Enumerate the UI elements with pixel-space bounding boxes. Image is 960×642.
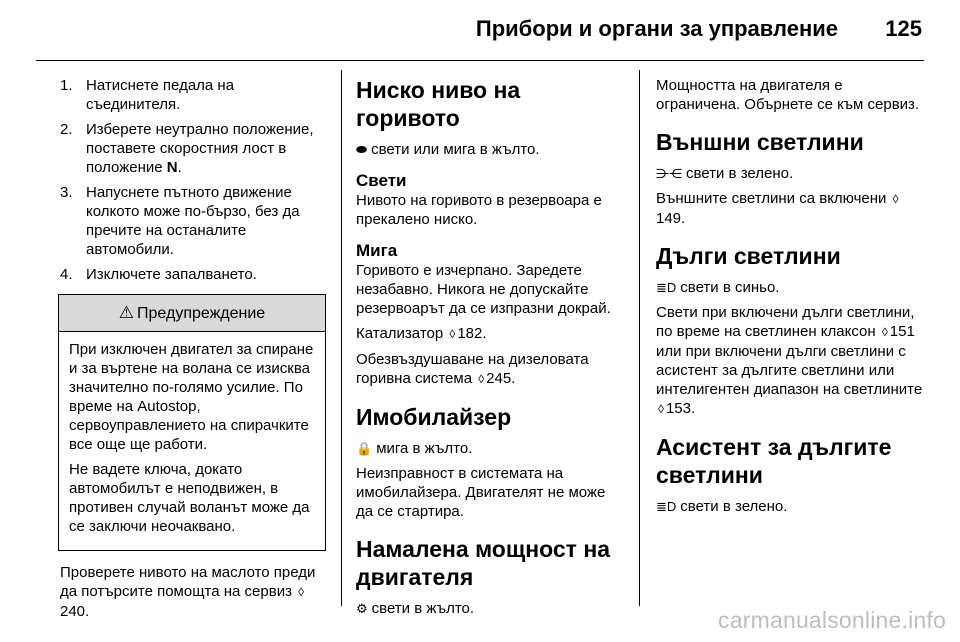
oil-check-paragraph <box>60 563 326 621</box>
page-reference-icon: ◊ <box>478 372 485 386</box>
high-beam-icon: ≣D <box>656 280 677 295</box>
section-title-high-beam-assist: Асистент за дългите светлини <box>656 434 892 488</box>
header-divider <box>36 60 924 61</box>
section-title-exterior-lights: Външни светлини <box>656 129 864 155</box>
step-number: 1. <box>60 77 73 94</box>
page-reference: 245. <box>486 370 516 387</box>
warning-title: Предупреждение <box>137 305 266 322</box>
warning-paragraph: При изключен двигател за спиране и за въртене на волана се изисква значително по-голямо усилие. По време на Autostop, сервоуправлението на спирачките все още ще работи. <box>69 341 314 453</box>
symbol-description: свети в синьо. <box>680 279 780 296</box>
column-divider-1 <box>341 70 342 606</box>
page-reference: 153. <box>665 400 696 417</box>
symbol-description: мига в жълто. <box>376 440 473 457</box>
high-beam-assist-icon: ≣D <box>656 499 677 514</box>
step-number: 2. <box>60 121 73 138</box>
step-item <box>60 76 326 114</box>
column-right <box>656 76 924 522</box>
symbol-description: свети в зелено. <box>686 165 794 182</box>
section-title-immobiliser: Имобилайзер <box>356 404 512 430</box>
fuel-indicator-icon: ⬬ <box>356 142 368 157</box>
step-text-part: Изберете неутрално положение, поставете скоростния лост в положение <box>86 121 314 176</box>
subheading-lit: Свети <box>356 171 407 190</box>
exterior-lights-paragraph <box>656 189 924 228</box>
assist-symbol-line <box>656 497 924 516</box>
page-reference: 149. <box>656 210 686 227</box>
deaeration-reference <box>356 350 626 389</box>
page-reference-icon: ◊ <box>881 325 888 339</box>
neutral-gear-symbol: N <box>166 159 178 176</box>
section-title-high-beam: Дълги светлини <box>656 243 841 269</box>
page-reference: 182. <box>457 325 487 342</box>
paragraph: Нивото на горивото в резервоара е прекалено ниско. <box>356 192 602 228</box>
immobiliser-symbol-line <box>356 439 626 458</box>
step-text: Натиснете педала на съединителя. <box>86 77 235 113</box>
column-middle <box>356 76 626 624</box>
column-divider-2 <box>639 70 640 606</box>
section-title-fuel: Ниско ниво на горивото <box>356 77 521 131</box>
step-text <box>86 120 326 177</box>
paragraph-text: Външните светлини са включени <box>656 190 887 207</box>
paragraph-text: Свети при включени дълги светлини, по време на светлинен клаксон <box>656 304 915 340</box>
high-beam-paragraph <box>656 303 924 419</box>
step-number: 3. <box>60 184 73 201</box>
subheading-blink: Мига <box>356 241 398 260</box>
step-text: Изключете запалването. <box>86 266 257 283</box>
page-reference-icon: ◊ <box>298 585 305 599</box>
warning-paragraph: Не вадете ключа, докато автомобилът е неподвижен, в противен случай воланът може да се заключи неочаквано. <box>69 461 310 535</box>
column-left <box>60 76 326 627</box>
step-number: 4. <box>60 266 73 283</box>
paragraph-text: Обезвъздушаване на дизеловата горивна система <box>356 351 589 387</box>
paragraph-text: Катализатор <box>356 325 444 342</box>
page-reference: 151 <box>889 323 915 340</box>
page-reference-icon: ◊ <box>449 327 456 341</box>
paragraph: Мощността на двигателя е ограничена. Обърнете се към сервиз. <box>656 77 920 113</box>
page-reference-icon: ◊ <box>658 402 664 416</box>
immobiliser-icon: 🔒 <box>356 441 373 456</box>
exterior-lights-icon: ⋺⋲ <box>656 166 682 181</box>
warning-body <box>59 332 325 550</box>
paragraph-text: или при включени дълги светлини с асистент за дългите светлини или интелигентен диапазон на светлините <box>656 343 923 398</box>
section-title-reduced-power: Намалена мощност на двигателя <box>356 536 611 590</box>
step-text: Напуснете пътното движение колкото може по-бързо, без да пречите на останалите автомобили. <box>86 184 300 258</box>
high-beam-symbol-line <box>656 278 924 297</box>
page-header-title: Прибори и органи за управление <box>475 16 838 41</box>
paragraph-text: Проверете нивото на маслото преди да потърсите помощта на сервиз <box>60 564 316 600</box>
power-symbol-line <box>356 599 626 618</box>
watermark: carmanualsonline.info <box>718 607 946 633</box>
step-item <box>60 120 326 177</box>
procedure-steps <box>60 76 326 284</box>
page-number: 125 <box>885 16 922 41</box>
paragraph: Неизправност в системата на имобилайзера. Двигателят не може да се стартира. <box>356 465 606 520</box>
step-text-part: . <box>177 159 182 176</box>
paragraph: Горивото е изчерпано. Заредете незабавно. Никога не допускайте резервоарът да се изпразни докрай. <box>356 262 611 317</box>
warning-box <box>58 294 326 551</box>
fuel-symbol-line <box>356 140 626 159</box>
step-item <box>60 183 326 259</box>
symbol-description: свети в зелено. <box>680 498 788 515</box>
exterior-symbol-line <box>656 164 924 183</box>
symbol-description: свети в жълто. <box>371 600 475 617</box>
catalyst-reference <box>356 324 626 344</box>
step-item <box>60 265 326 284</box>
warning-heading <box>59 295 325 332</box>
page-reference: 240. <box>60 603 90 620</box>
warning-triangle-icon: ⚠ <box>118 303 135 322</box>
symbol-description: свети или мига в жълто. <box>371 141 540 158</box>
page-reference-icon: ◊ <box>892 192 899 206</box>
engine-power-icon: ⚙ <box>356 601 368 616</box>
